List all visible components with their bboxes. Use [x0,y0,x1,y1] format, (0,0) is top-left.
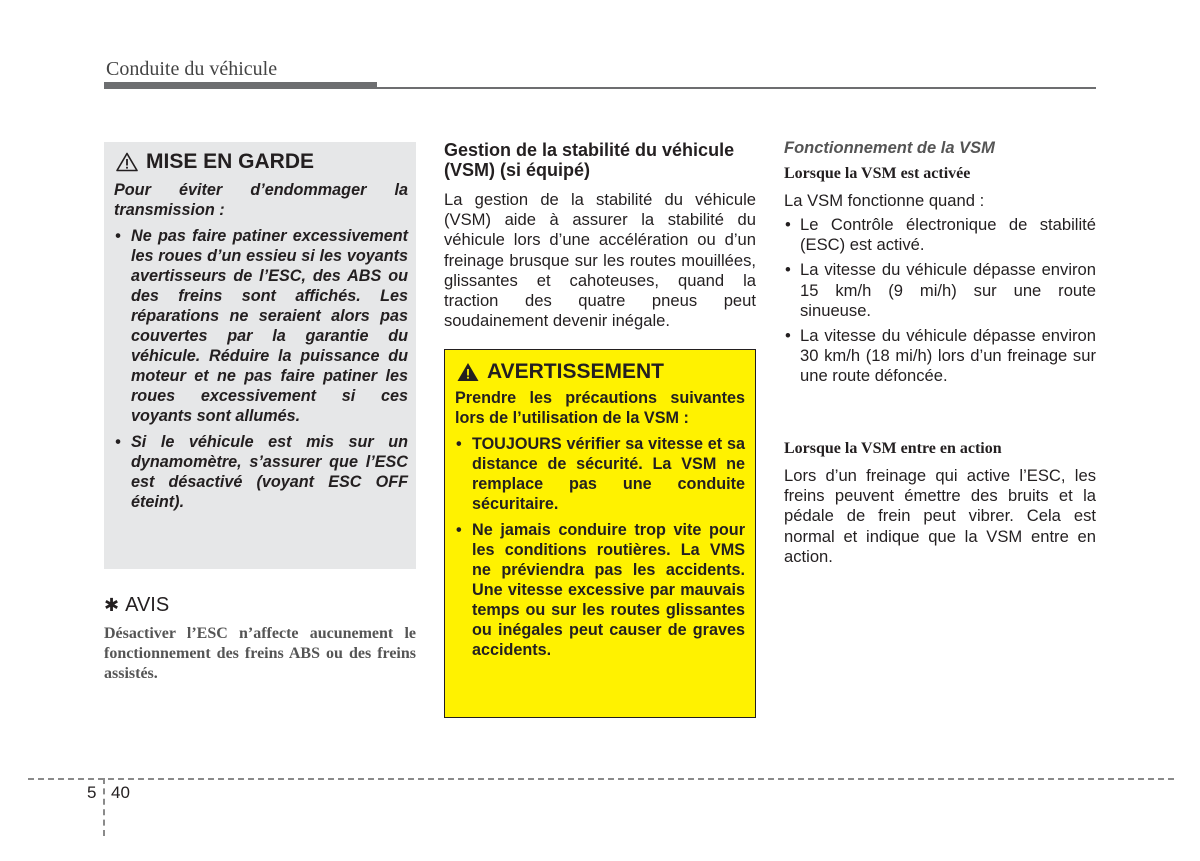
active-heading: Lorsque la VSM est activée [784,165,971,182]
active-condition-item: • La vitesse du véhicule dépasse environ 15 km/h (9 mi/h) sur une route sinueuse. [784,260,1096,321]
avis-title: AVIS [125,594,170,616]
warning-title [455,360,745,384]
warning-item: • TOUJOURS vérifier sa vitesse et sa distance de sécurité. La VSM ne remplace pas une conduite sécuritaire. [455,434,745,514]
warning-list [455,434,745,660]
warning-intro: Prendre les précautions suivantes lors de l’utilisation de la VSM : [455,389,745,427]
avis-heading [104,594,169,617]
footer-vertical-divider [103,778,105,836]
warning-triangle-icon [116,152,138,172]
caution-intro: Pour éviter d’endommager la transmission : [114,181,408,219]
caution-title-text: MISE EN GARDE [146,150,315,173]
asterisk-icon: ✱ [104,595,120,615]
operation-subheading: Fonctionnement de la VSM [784,139,995,157]
vsm-body: La gestion de la stabilité du véhicule (VSM) aide à assurer la stabilité du véhicule lors d’une accélération ou d’un freinage brusque sur les routes mouillées, glissantes et cahoteuses, quand la traction des quatre pneus peut soudainement devenir inégale. [444,190,756,331]
header-rule-thin [377,87,1096,89]
footer-divider [28,778,1174,780]
active-intro: La VSM fonctionne quand : [784,191,985,210]
warning-triangle-icon [457,362,479,382]
warning-item: • Ne jamais conduire trop vite pour les conditions routières. La VMS ne préviendra pas les accidents. Une vitesse excessive par mauvais temps ou sur les routes glissantes ou inégales peut causer de graves accidents. [455,520,745,660]
action-body: Lors d’un freinage qui active l’ESC, les freins peuvent émettre des bruits et la pédale de frein peut vibrer. Cela est normal et indique que la VSM entre en action. [784,466,1096,566]
section-number: 5 [87,783,97,802]
header-rule-thick [104,82,377,89]
action-heading: Lorsque la VSM entre en action [784,440,1002,457]
active-conditions-list [784,215,1096,392]
caution-box [104,142,416,569]
page-header-title: Conduite du véhicule [106,58,278,80]
active-condition-item: • Le Contrôle électronique de stabilité (ESC) est activé. [784,215,1096,255]
caution-title [114,150,408,174]
warning-box [444,349,756,718]
warning-title-text: AVERTISSEMENT [487,360,664,383]
page-number: 40 [111,783,130,802]
caution-item: • Si le véhicule est mis sur un dynamomètre, s’assurer que l’ESC est désactivé (voyant ESC OFF éteint). [114,432,408,512]
avis-body: Désactiver l’ESC n’affecte aucunement le fonctionnement des freins ABS ou des freins assistés. [104,625,416,682]
active-condition-item: • La vitesse du véhicule dépasse environ 30 km/h (18 mi/h) lors d’un freinage sur une route défoncée. [784,326,1096,387]
caution-item: • Ne pas faire patiner excessivement les roues d’un essieu si les voyants avertisseurs de l’ESC, des ABS ou des freins sont affichés. Les réparations ne seraient alors pas couvertes par la garantie du véhicule. Réduire la puissance du moteur et ne pas faire patiner les roues excessivement si ces voyants sont allumés. [114,226,408,426]
caution-list [114,226,408,512]
vsm-heading: Gestion de la stabilité du véhicule (VSM) (si équipé) [444,140,735,180]
